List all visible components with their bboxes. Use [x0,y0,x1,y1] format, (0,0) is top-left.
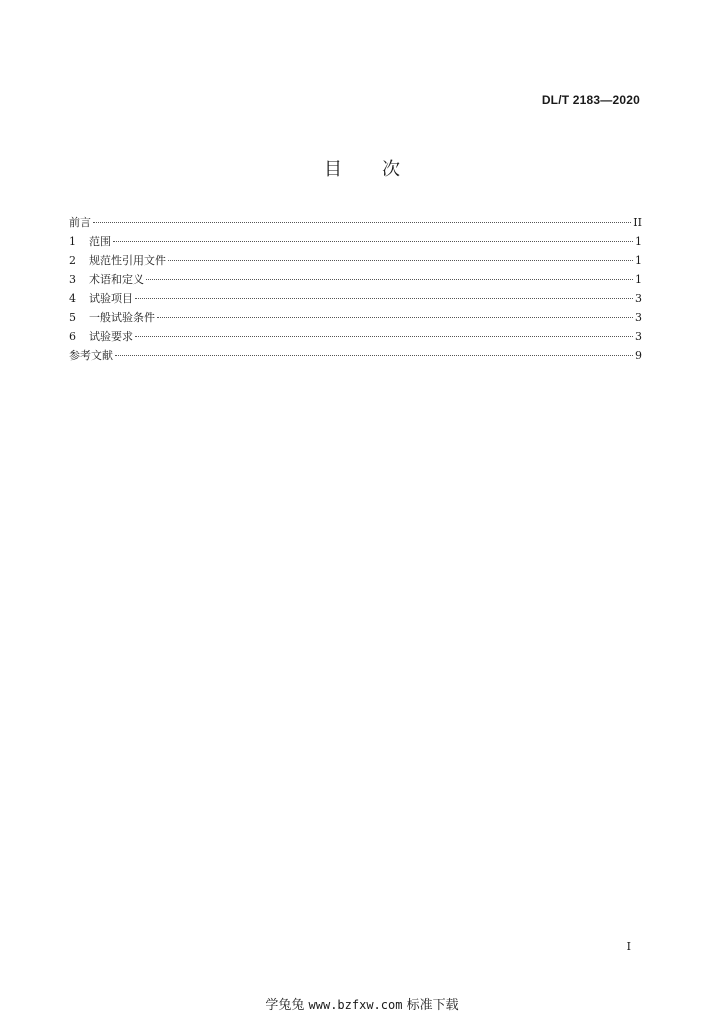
toc-entry-label: 试验项目 [89,292,133,305]
standard-number: DL/T 2183—2020 [541,93,640,107]
toc-entry-terms-definitions[interactable] [69,270,642,289]
toc-entry-page: 9 [635,349,642,362]
toc-entry-scope[interactable] [69,232,642,251]
toc-entry-page: 3 [635,311,642,324]
toc-entry-page: 3 [635,292,642,305]
toc-entry-page: 3 [635,330,642,343]
toc-leader-dots [146,278,633,280]
toc-list [69,213,642,365]
footer-site-name: 学兔兔 [265,998,305,1013]
toc-entry-label: 术语和定义 [89,273,144,286]
toc-entry-test-requirements[interactable] [69,327,642,346]
toc-leader-dots [135,335,633,337]
toc-entry-general-test-conditions[interactable] [69,308,642,327]
toc-entry-label: 一般试验条件 [89,311,155,324]
toc-entry-page: II [633,216,642,229]
toc-entry-bibliography[interactable] [69,346,642,365]
toc-leader-dots [93,221,631,223]
toc-leader-dots [115,354,633,356]
toc-entry-label: 范围 [89,235,111,248]
toc-entry-number: 5 [69,311,76,324]
toc-title-char-2: 次 [382,159,400,180]
toc-entry-number: 2 [69,254,76,267]
footer-watermark [0,994,724,1013]
toc-title [0,155,724,181]
toc-entry-page: 1 [635,254,642,267]
footer-url-link[interactable]: www.bzfxw.com [308,998,403,1012]
toc-entry-foreword[interactable] [69,213,642,232]
toc-entry-normative-references[interactable] [69,251,642,270]
toc-title-char-1: 目 [324,159,342,180]
toc-leader-dots [113,240,633,242]
toc-entry-test-items[interactable] [69,289,642,308]
toc-entry-number: 3 [69,273,76,286]
toc-entry-number: 4 [69,292,76,305]
toc-entry-number: 6 [69,330,76,343]
toc-leader-dots [157,316,633,318]
toc-entry-label: 前言 [69,216,91,229]
toc-leader-dots [168,259,633,261]
toc-entry-label: 规范性引用文件 [89,254,166,267]
toc-entry-page: 1 [635,235,642,248]
toc-leader-dots [135,297,633,299]
page-number: I [626,940,631,953]
toc-entry-number: 1 [69,235,76,248]
toc-entry-label: 试验要求 [89,330,133,343]
toc-entry-label: 参考文献 [69,349,113,362]
toc-entry-page: 1 [635,273,642,286]
footer-tagline: 标准下载 [406,998,459,1013]
